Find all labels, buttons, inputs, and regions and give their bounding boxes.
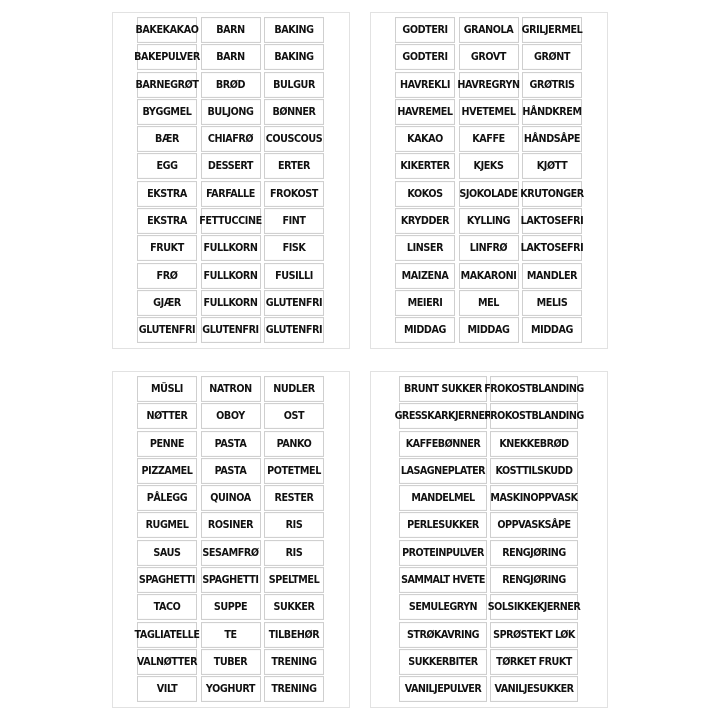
pantry-label: BARNEGRØT <box>137 72 197 98</box>
pantry-label: MIDDAG <box>395 317 455 343</box>
pantry-label: LASAGNEPLATER <box>399 458 487 484</box>
pantry-label: VALNØTTER <box>137 649 197 675</box>
pantry-label: TRENING <box>264 649 324 675</box>
pantry-label: MELIS <box>522 290 582 316</box>
pantry-label: HAVREMEL <box>395 99 455 125</box>
pantry-label: RIS <box>264 513 324 539</box>
pantry-label: SPAGHETTI <box>201 567 261 593</box>
pantry-label: KAFFE <box>459 126 519 152</box>
pantry-label: SAMMALT HVETE <box>399 567 487 593</box>
pantry-label: FRØ <box>137 263 197 289</box>
pantry-label: GRØNT <box>522 44 582 70</box>
pantry-label: RENGJØRING <box>490 567 578 593</box>
pantry-label: FROKOST <box>264 181 324 207</box>
pantry-label: RUGMEL <box>137 513 197 539</box>
pantry-label: FULLKORN <box>201 290 261 316</box>
pantry-label: FETTUCCINE <box>201 208 261 234</box>
pantry-label: GRANOLA <box>459 17 519 43</box>
pantry-label: BYGGMEL <box>137 99 197 125</box>
pantry-label: TØRKET FRUKT <box>490 649 578 675</box>
pantry-label: MAIZENA <box>395 263 455 289</box>
pantry-label: RESTER <box>264 485 324 511</box>
pantry-label: CHIAFRØ <box>201 126 261 152</box>
pantry-label: BAKEKAKAO <box>137 17 197 43</box>
pantry-label: GRILJERMEL <box>522 17 582 43</box>
pantry-label: LINSER <box>395 235 455 261</box>
pantry-label: RIS <box>264 540 324 566</box>
pantry-label: HAVREGRYN <box>459 72 519 98</box>
pantry-label: GLUTENFRI <box>201 317 261 343</box>
pantry-label: GODTERI <box>395 17 455 43</box>
pantry-label: MANDLER <box>522 263 582 289</box>
pantry-label: BÆR <box>137 126 197 152</box>
pantry-label: FROKOSTBLANDING <box>490 403 578 429</box>
pantry-label: VANILJEPULVER <box>399 676 487 702</box>
pantry-label: LAKTOSEFRI <box>522 235 582 261</box>
pantry-label: SESAMFRØ <box>201 540 261 566</box>
pantry-label: FINT <box>264 208 324 234</box>
pantry-label: SOLSIKKEKJERNER <box>490 594 578 620</box>
label-grid <box>113 13 349 348</box>
pantry-label: BAKING <box>264 44 324 70</box>
pantry-label: FUSILLI <box>264 263 324 289</box>
pantry-label: TACO <box>137 594 197 620</box>
pantry-label: BRUNT SUKKER <box>399 376 487 402</box>
pantry-label: GLUTENFRI <box>264 317 324 343</box>
pantry-label: SPELTMEL <box>264 567 324 593</box>
pantry-label: TAGLIATELLE <box>137 622 197 648</box>
pantry-label: YOGHURT <box>201 676 261 702</box>
pantry-label: KOSTTILSKUDD <box>490 458 578 484</box>
pantry-label: KRUTONGER <box>522 181 582 207</box>
pantry-label: COUSCOUS <box>264 126 324 152</box>
pantry-label: MÜSLI <box>137 376 197 402</box>
pantry-label: POTETMEL <box>264 458 324 484</box>
pantry-label: SUKKERBITER <box>399 649 487 675</box>
pantry-label: BAKING <box>264 17 324 43</box>
pantry-label: GROVT <box>459 44 519 70</box>
pantry-label: KNEKKEBRØD <box>490 431 578 457</box>
pantry-label: FULLKORN <box>201 263 261 289</box>
pantry-label: KYLLING <box>459 208 519 234</box>
pantry-label: GLUTENFRI <box>137 317 197 343</box>
pantry-label: PASTA <box>201 431 261 457</box>
pantry-label: SJOKOLADE <box>459 181 519 207</box>
pantry-label: KAKAO <box>395 126 455 152</box>
pantry-label: BARN <box>201 44 261 70</box>
pantry-label: HÅNDKREM <box>522 99 582 125</box>
label-grid <box>113 372 349 707</box>
pantry-label: EKSTRA <box>137 208 197 234</box>
pantry-label: MAKARONI <box>459 263 519 289</box>
pantry-label: HÅNDSÅPE <box>522 126 582 152</box>
pantry-label: LINFRØ <box>459 235 519 261</box>
pantry-label: BULJONG <box>201 99 261 125</box>
pantry-label: DESSERT <box>201 154 261 180</box>
pantry-label: EGG <box>137 154 197 180</box>
pantry-label: MIDDAG <box>522 317 582 343</box>
label-sheet-4 <box>370 371 608 708</box>
pantry-label: FULLKORN <box>201 235 261 261</box>
pantry-label: GODTERI <box>395 44 455 70</box>
pantry-label: PROTEINPULVER <box>399 540 487 566</box>
pantry-label: HVETEMEL <box>459 99 519 125</box>
pantry-label: TE <box>201 622 261 648</box>
pantry-label: OST <box>264 403 324 429</box>
pantry-label: SEMULEGRYN <box>399 594 487 620</box>
label-sheet-1 <box>112 12 350 349</box>
pantry-label: NUDLER <box>264 376 324 402</box>
pantry-label: OPPVASKSÅPE <box>490 513 578 539</box>
label-grid <box>371 13 607 348</box>
pantry-label: KRYDDER <box>395 208 455 234</box>
label-grid <box>371 372 607 707</box>
pantry-label: MIDDAG <box>459 317 519 343</box>
pantry-label: PERLESUKKER <box>399 513 487 539</box>
pantry-label: VANILJESUKKER <box>490 676 578 702</box>
label-sheet-2 <box>370 12 608 349</box>
pantry-label: TUBER <box>201 649 261 675</box>
pantry-label: OBOY <box>201 403 261 429</box>
pantry-label: LAKTOSEFRI <box>522 208 582 234</box>
pantry-label: SPRØSTEKT LØK <box>490 622 578 648</box>
pantry-label: FISK <box>264 235 324 261</box>
pantry-label: BAKEPULVER <box>137 44 197 70</box>
pantry-label: GRØTRIS <box>522 72 582 98</box>
pantry-label: SAUS <box>137 540 197 566</box>
pantry-label: GRESSKARKJERNER <box>399 403 487 429</box>
pantry-label: PENNE <box>137 431 197 457</box>
pantry-label: BULGUR <box>264 72 324 98</box>
pantry-label: KIKERTER <box>395 154 455 180</box>
pantry-label: NATRON <box>201 376 261 402</box>
pantry-label: TILBEHØR <box>264 622 324 648</box>
pantry-label: ERTER <box>264 154 324 180</box>
pantry-label: FRUKT <box>137 235 197 261</box>
pantry-label: PÅLEGG <box>137 485 197 511</box>
pantry-label: BRØD <box>201 72 261 98</box>
pantry-label: MASKINOPPVASK <box>490 485 578 511</box>
pantry-label: KAFFEBØNNER <box>399 431 487 457</box>
pantry-label: EKSTRA <box>137 181 197 207</box>
pantry-label: GLUTENFRI <box>264 290 324 316</box>
pantry-label: KOKOS <box>395 181 455 207</box>
pantry-label: QUINOA <box>201 485 261 511</box>
pantry-label: KJØTT <box>522 154 582 180</box>
pantry-label: ROSINER <box>201 513 261 539</box>
pantry-label: STRØKAVRING <box>399 622 487 648</box>
pantry-label: SUPPE <box>201 594 261 620</box>
pantry-label: MEIERI <box>395 290 455 316</box>
pantry-label: HAVREKLI <box>395 72 455 98</box>
pantry-label: FARFALLE <box>201 181 261 207</box>
pantry-label: TRENING <box>264 676 324 702</box>
pantry-label: MANDELMEL <box>399 485 487 511</box>
pantry-label: PIZZAMEL <box>137 458 197 484</box>
pantry-label: PANKO <box>264 431 324 457</box>
pantry-label: VILT <box>137 676 197 702</box>
pantry-label: NØTTER <box>137 403 197 429</box>
pantry-label: SUKKER <box>264 594 324 620</box>
pantry-label: GJÆR <box>137 290 197 316</box>
pantry-label: BARN <box>201 17 261 43</box>
pantry-label: MEL <box>459 290 519 316</box>
pantry-label: SPAGHETTI <box>137 567 197 593</box>
pantry-label: PASTA <box>201 458 261 484</box>
pantry-label: BØNNER <box>264 99 324 125</box>
pantry-label: FROKOSTBLANDING <box>490 376 578 402</box>
pantry-label: KJEKS <box>459 154 519 180</box>
pantry-label: RENGJØRING <box>490 540 578 566</box>
label-sheet-3 <box>112 371 350 708</box>
